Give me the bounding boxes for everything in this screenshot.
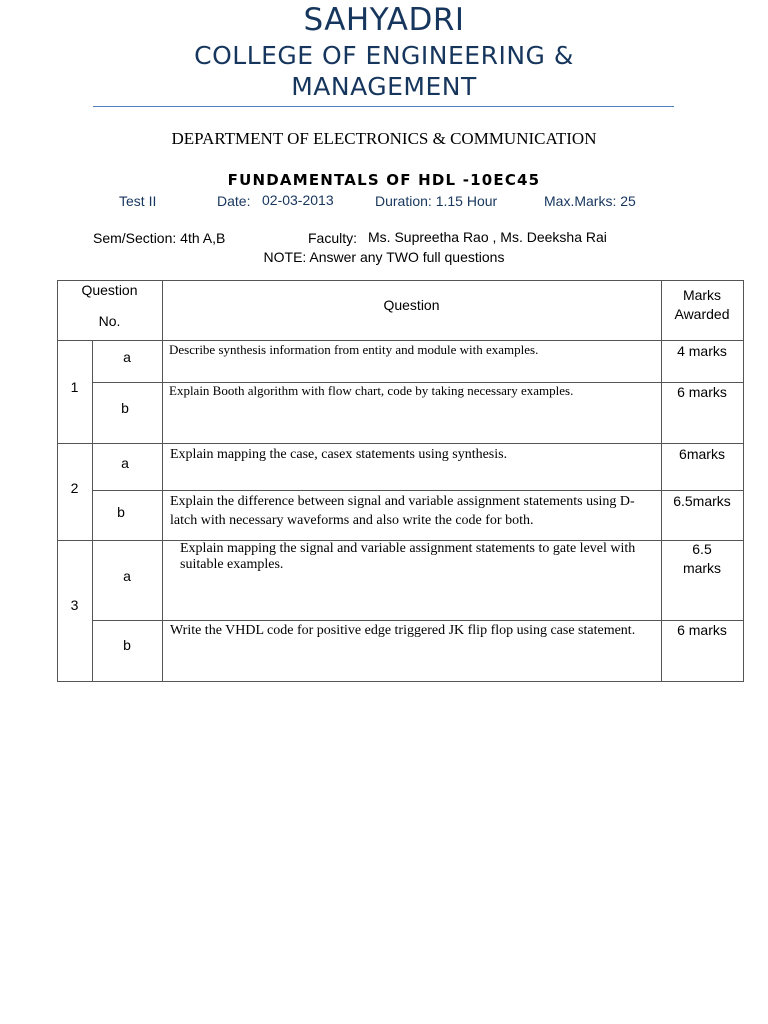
header-divider (93, 106, 674, 107)
part-label: b (123, 637, 131, 653)
header-question-no: Question No. (81, 282, 138, 329)
test-label: Test II (119, 193, 157, 209)
part-label: b (121, 400, 129, 416)
date-value: 02-03-2013 (262, 192, 334, 208)
table-border-bottom (57, 681, 744, 682)
faculty-names: Ms. Supreetha Rao , Ms. Deeksha Rai (368, 229, 607, 245)
header-marks-awarded: Marks Awarded (674, 287, 730, 322)
part-label: a (123, 568, 131, 584)
question-number: 2 (70, 480, 79, 496)
marks-value: 6 marks (677, 622, 727, 638)
department-title: DEPARTMENT OF ELECTRONICS & COMMUNICATION (171, 129, 597, 148)
college-subtitle-line2: MANAGEMENT (291, 72, 477, 101)
marks-value: 6.5marks (673, 493, 731, 509)
max-marks-text: Max.Marks: 25 (544, 193, 636, 209)
row-divider (57, 443, 744, 444)
question-text: Describe synthesis information from entity and module with examples. (169, 342, 539, 357)
question-text: Write the VHDL code for positive edge triggered JK flip flop using case statement. (170, 623, 636, 638)
column-divider (162, 280, 163, 682)
date-label: Date: (217, 193, 251, 209)
duration-text: Duration: 1.15 Hour (375, 193, 498, 209)
marks-value: 4 marks (677, 343, 727, 359)
part-label: a (123, 349, 131, 365)
question-number: 1 (70, 379, 79, 395)
part-label: a (121, 455, 129, 471)
table-border-right (743, 280, 744, 682)
sem-section-text: Sem/Section: 4th A,B (93, 230, 226, 246)
question-number: 3 (70, 597, 79, 613)
header-question: Question (383, 297, 440, 313)
question-text: Explain Booth algorithm with flow chart, code by taking necessary examples. (169, 383, 574, 398)
marks-value: 6 marks (677, 384, 727, 400)
note-text: NOTE: Answer any TWO full questions (263, 249, 505, 265)
marks-value: 6.5 marks (682, 541, 722, 576)
row-divider (92, 490, 744, 491)
question-text: Explain mapping the signal and variable assignment statements to gate level with suitable examples. (180, 541, 636, 572)
marks-value: 6marks (679, 446, 725, 462)
question-text: Explain mapping the case, casex statements using synthesis. (170, 447, 508, 462)
part-label: b (117, 504, 125, 520)
faculty-label: Faculty: (308, 230, 358, 246)
question-text: Explain the difference between signal and variable assignment statements using D-latch with necessary waveforms and also write the code for both. (170, 494, 635, 528)
course-title: FUNDAMENTALS OF HDL -10EC45 (227, 171, 541, 189)
college-name: SAHYADRI (303, 2, 465, 38)
college-subtitle-line1: COLLEGE OF ENGINEERING & (194, 41, 574, 70)
